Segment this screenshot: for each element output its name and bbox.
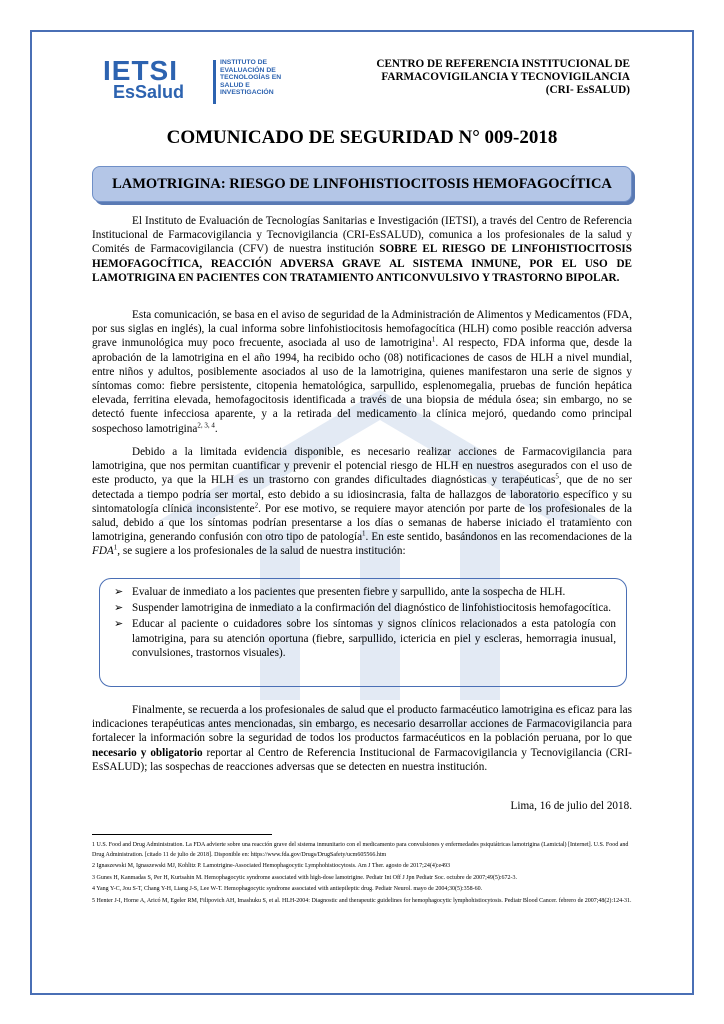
footnote-1: 1 U.S. Food and Drug Administration. La FDA advierte sobre una reacción grave del sistema inmunitario con el medicamento para convulsiones y enfermedades psiquiátricas lamotrigina (Lamictal) [Internet]. U.S. Food and Drug Administration. [citado 11 de julio de 2018]. Disponible en: https://www.fda.gov/Drugs/DrugSafety/ucm605566.htm bbox=[92, 842, 629, 858]
recommendations-box bbox=[99, 578, 627, 687]
footnotes bbox=[92, 841, 637, 909]
logo-institute-text: INSTITUTO DE EVALUACIÓN DE TECNOLOGÍAS EN SALUD E INVESTIGACIÓN bbox=[220, 59, 282, 97]
footnote-3: 3 Gunes H, Kanmadas S, Per H, Kurtsahin M. Hemophagocytic syndrome associated with high-dose lamotrigine. Pediatr Int Off J Jpn Pediatr Soc. octubre de 2007;49(5):672-3. bbox=[92, 874, 517, 881]
footnote-2: 2 Ignaszewski M, Ignaszewski MJ, Kohlitz P. Lamotrigine-Associated Hemophagocytic Lymphohistiocytosis. Am J Ther. agosto de 2017;24(4):e493 bbox=[92, 863, 451, 870]
logo-sub-text: EsSalud bbox=[113, 82, 185, 102]
recommendation-text: Suspender lamotrigina de inmediato a la confirmación del diagnóstico de linfohistiocitosis hemofagocítica. bbox=[132, 602, 612, 615]
closing-paragraph bbox=[92, 703, 632, 774]
evidence-text-e: , se sugiere a los profesionales de la salud de nuestra institución: bbox=[117, 545, 406, 558]
logo-divider bbox=[213, 60, 216, 104]
footnote-ref: 1 bbox=[113, 543, 118, 552]
intro-bold-text: SOBRE EL RIESGO DE LINFOHISTIOCITOSIS HEMOFAGOCÍTICA, REACCIÓN ADVERSA GRAVE AL SISTEMA INMUNE, POR EL USO DE LAMOTRIGINA EN PACIENTES CON TRATAMIENTO ANTICONVULSIVO Y TRASTORNO BIPOLAR. bbox=[92, 243, 633, 284]
center-reference-heading bbox=[360, 58, 630, 97]
evidence-text-d: . En este sentido, basándonos en las recomendaciones de la bbox=[365, 531, 632, 544]
evidence-text-a: Debido a la limitada evidencia disponible, es necesario realizar acciones de Farmacovigilancia para lamotrigina, que nos permitan cuantificar y prevenir el potencial riesgo de HLH en nuestros asegurados con el uso de este producto, ya que la HLH es un trastorno con grandes dificultades diagnósticas y terapéuticas bbox=[92, 446, 632, 487]
list-item bbox=[112, 585, 616, 599]
footnote-ref: 1 bbox=[362, 529, 366, 538]
recommendation-text: Educar al paciente o cuidadores sobre los síntomas y signos clínicos relacionados a esta patología con lamotrigina, para su atención oportuna (fiebre, sarpullido, ictericia en piel y escleras, hemorragia inusual, convulsiones, trastornos visuales). bbox=[132, 618, 616, 659]
document-date: Lima, 16 de julio del 2018. bbox=[510, 800, 632, 812]
footnote-divider bbox=[92, 834, 272, 835]
evidence-paragraph bbox=[92, 445, 632, 559]
list-item bbox=[112, 601, 616, 615]
fda-italic: FDA bbox=[92, 545, 114, 558]
list-item bbox=[112, 617, 616, 660]
footnote-ref: 1 bbox=[431, 335, 436, 344]
closing-text-b: reportar al Centro de Referencia Institucional de Farmacovigilancia y Tecnovigilancia (CRI-EsSALUD); las sospechas de reacciones adversas que se detecten en nuestra institución. bbox=[92, 746, 632, 773]
arrow-bullet-icon: ➢ bbox=[114, 602, 124, 615]
center-line-2: FARMACOVIGILANCIA Y TECNOVIGILANCIA bbox=[381, 71, 630, 83]
intro-paragraph bbox=[92, 214, 632, 285]
arrow-bullet-icon: ➢ bbox=[114, 586, 124, 598]
recommendations-list bbox=[112, 585, 616, 660]
footnote-ref: 2, 3, 4 bbox=[197, 420, 215, 429]
evidence-text-c: . Por ese motivo, se requiere mayor atención por parte de los profesionales de la salud, debido a que los síntomas podrían presentarse a los días o semanas de haberse iniciado el tratamiento con lamotrigina, generando confusión con otro tipo de patología bbox=[92, 502, 632, 544]
intro-text: El Instituto de Evaluación de Tecnologías Sanitarias e Investigación (IETSI), a través del Centro de Referencia Institucional de Farmacovigilancia y Tecnovigilancia (CRI-EsSALUD), comunica a los profesionales de la salud y Comités de Farmacovigilancia (CFV) de nuestra institución bbox=[92, 215, 632, 256]
fda-text-b: . Al respecto, FDA informa que, desde la aprobación de la lamotrigina en el año 1994, ha recibido ocho (08) notificaciones de casos de HLH a nivel mundial, entre niños y adultos, posiblemente asociados al uso de la lamotrigina, quienes manifestaron una serie de signos y síntomas como: fiebre persistente, citopenia hematológica, sarpullido, esplenomegalia, pruebas de función hepática elevada, ferritina elevada, hemofagocitosis identificada a través de una biopsia de médula ósea; sin embargo, no se detectó fuente infecciosa aparente, y a la retirada del medicamento la clínica mejoró, quedando como principal sospechoso lamotrigina bbox=[92, 337, 633, 435]
fda-text-c: . bbox=[214, 422, 218, 435]
footnote-ref: 5 bbox=[555, 472, 559, 481]
footnote-5: 5 Henter J-I, Horne A, Aricó M, Egeler RM, Filipovich AH, Imashuku S, et al. HLH-2004: Diagnostic and therapeutic guidelines for hemophagocytic lymphohistiocytosis. Pediatr Blood Cancer. febrero de 2007;48(2):124-31. bbox=[92, 897, 632, 904]
recommendation-text: Evaluar de inmediato a los pacientes que presenten fiebre y sarpullido, ante la sospecha de HLH. bbox=[132, 586, 566, 598]
footnote-ref: 2 bbox=[254, 501, 259, 510]
arrow-bullet-icon: ➢ bbox=[114, 618, 124, 631]
footnote-4: 4 Yang Y-C, Jou S-T, Chang Y-H, Liang J-S, Lee W-T. Hemophagocytic syndrome associated with antiepileptic drug. Pediatr Neurol. mayo de 2004;30(5):358-60. bbox=[92, 886, 483, 893]
logo-main-text: IETSI bbox=[103, 55, 179, 86]
evidence-text-b: , que de no ser detectada a tiempo podría ser mortal, esto debido a su idiosincrasia, falta de hallazgos de laboratorio específico y su sintomatología clínica inconsistente bbox=[92, 474, 632, 515]
closing-bold-text: necesario y obligatorio bbox=[92, 746, 203, 759]
fda-text-a: Esta comunicación, se basa en el aviso de seguridad de la Administración de Alimentos y Medicamentos (FDA, por sus siglas en inglés), la cual informa sobre linfohistiocitosis hemofagocítica (HLH) como posible reacción adversa grave inmunológica muy poco frecuente, asociada al uso de lamotrigina bbox=[92, 309, 632, 350]
center-line-1: CENTRO DE REFERENCIA INSTITUCIONAL DE bbox=[376, 58, 630, 70]
closing-text-a: Finalmente, se recuerda a los profesionales de salud que el producto farmacéutico lamotrigina es eficaz para las indicaciones terapéuticas antes mencionadas, sin embargo, es necesario desarrollar acciones de Farmacovigilancia para fortalecer la información sobre la seguridad de todos los productos farmacéuticos en la población peruana, por lo que bbox=[92, 704, 632, 745]
document-title: COMUNICADO DE SEGURIDAD N° 009-2018 bbox=[166, 127, 558, 148]
subject-banner: LAMOTRIGINA: RIESGO DE LINFOHISTIOCITOSIS HEMOFAGOCÍTICA bbox=[92, 166, 632, 202]
fda-paragraph bbox=[92, 308, 632, 436]
center-line-3: (CRI- EsSALUD) bbox=[545, 84, 630, 96]
ietsi-logo bbox=[103, 55, 283, 106]
